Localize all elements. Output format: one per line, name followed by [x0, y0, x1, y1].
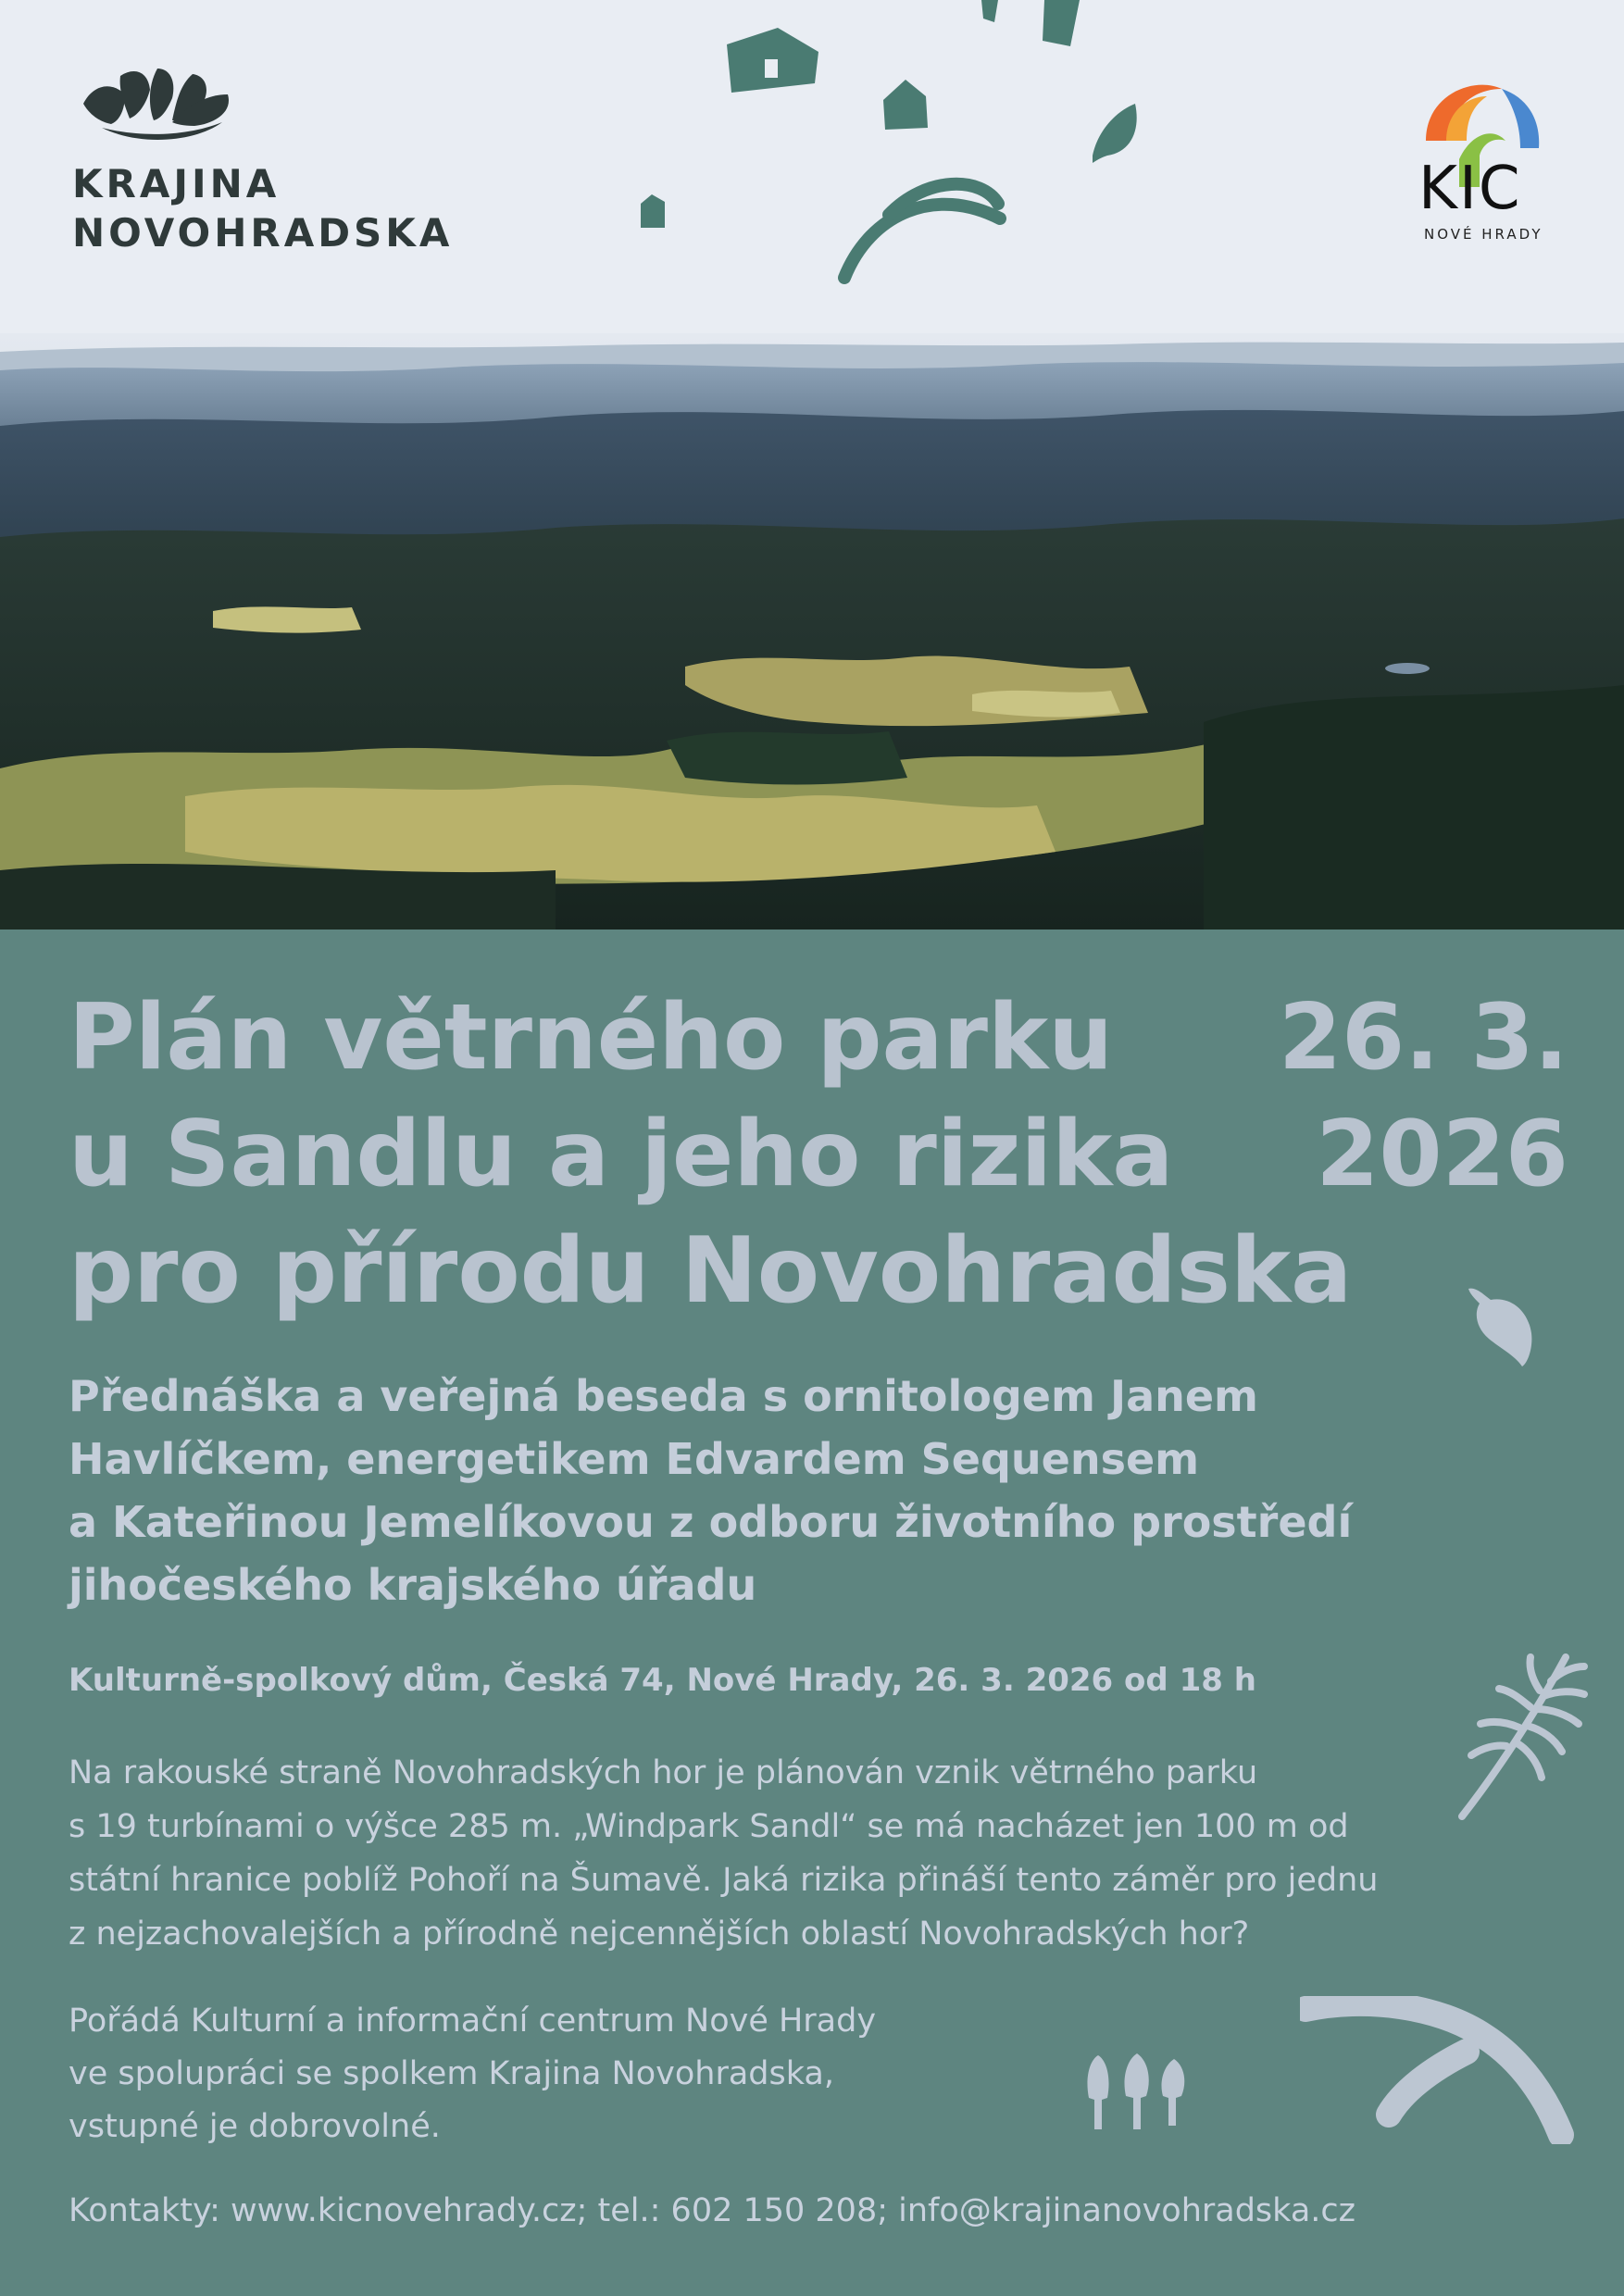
subtitle-line-3: a Kateřinou Jemelíkovou z odboru životního prostředí [69, 1497, 1353, 1547]
landscape-photo [0, 333, 1624, 930]
house-icon [981, 0, 1080, 46]
event-organizer [69, 1995, 994, 2153]
pine-branch-icon [1458, 1653, 1588, 1820]
bird-flight-icon [1300, 1996, 1578, 2144]
title-line-1: Plán větrného parku [69, 985, 1113, 1091]
organizer-line-2: ve spolupráci se spolkem Krajina Novohradska, [69, 2055, 834, 2092]
sun-fan-logo-icon [83, 67, 231, 141]
title-line-2: u Sandlu a jeho rizika [69, 1102, 1174, 1207]
date-line-1: 26. 3. [1278, 985, 1568, 1091]
body-line-2: s 19 turbínami o výšce 285 m. „Windpark Sandl“ se má nacházet jen 100 m od [69, 1808, 1349, 1845]
body-line-1: Na rakouské straně Novohradských hor je plánován vznik větrného parku [69, 1754, 1258, 1791]
subtitle-line-1: Přednáška a veřejná beseda s ornitologem Janem [69, 1371, 1258, 1421]
house-icon [727, 28, 818, 93]
body-line-4: z nejzachovalejších a přírodně nejcennějších oblastí Novohradských hor? [69, 1915, 1250, 1953]
kic-name: KIC [1418, 155, 1522, 223]
leaf-icon [1463, 1285, 1537, 1368]
logo-kic [1418, 76, 1548, 252]
house-icon [641, 194, 665, 228]
organizer-line-3: vstupné je dobrovolné. [69, 2108, 441, 2145]
subtitle-line-2: Havlíčkem, energetikem Edvardem Sequensem [69, 1434, 1200, 1484]
event-venue: Kulturně-spolkový dům, Česká 74, Nové Hrady, 26. 3. 2026 od 18 h [69, 1662, 1256, 1699]
logo-krajina-novohradska [72, 67, 461, 270]
event-description [69, 1746, 1513, 1961]
event-subtitle [69, 1365, 1485, 1616]
event-title [69, 980, 1353, 1329]
header [0, 0, 1624, 343]
logo-line-2: NOVOHRADSKA [72, 210, 454, 256]
subtitle-line-4: jihočeského krajského úřadu [69, 1560, 757, 1610]
kic-subtitle: NOVÉ HRADY [1424, 226, 1543, 243]
house-icon [883, 80, 928, 130]
date-line-2: 2026 [1316, 1102, 1568, 1207]
logo-text [72, 159, 453, 257]
event-contact: Kontakty: www.kicnovehrady.cz; tel.: 602 150 208; info@krajinanovohradska.cz [69, 2192, 1356, 2229]
bird-flight-icon [844, 184, 1000, 278]
trees-icon [1081, 2052, 1198, 2131]
title-line-3: pro přírodu Novohradska [69, 1218, 1353, 1324]
organizer-line-1: Pořádá Kulturní a informační centrum Nové Hrady [69, 2003, 877, 2040]
logo-line-1: KRAJINA [72, 161, 281, 206]
landscape-illustration [0, 333, 1624, 930]
body-line-3: státní hranice poblíž Pohoří na Šumavě. Jaká rizika přináší tento záměr pro jednu [69, 1862, 1379, 1899]
event-date [1279, 980, 1568, 1213]
leaf-icon [1093, 104, 1137, 163]
